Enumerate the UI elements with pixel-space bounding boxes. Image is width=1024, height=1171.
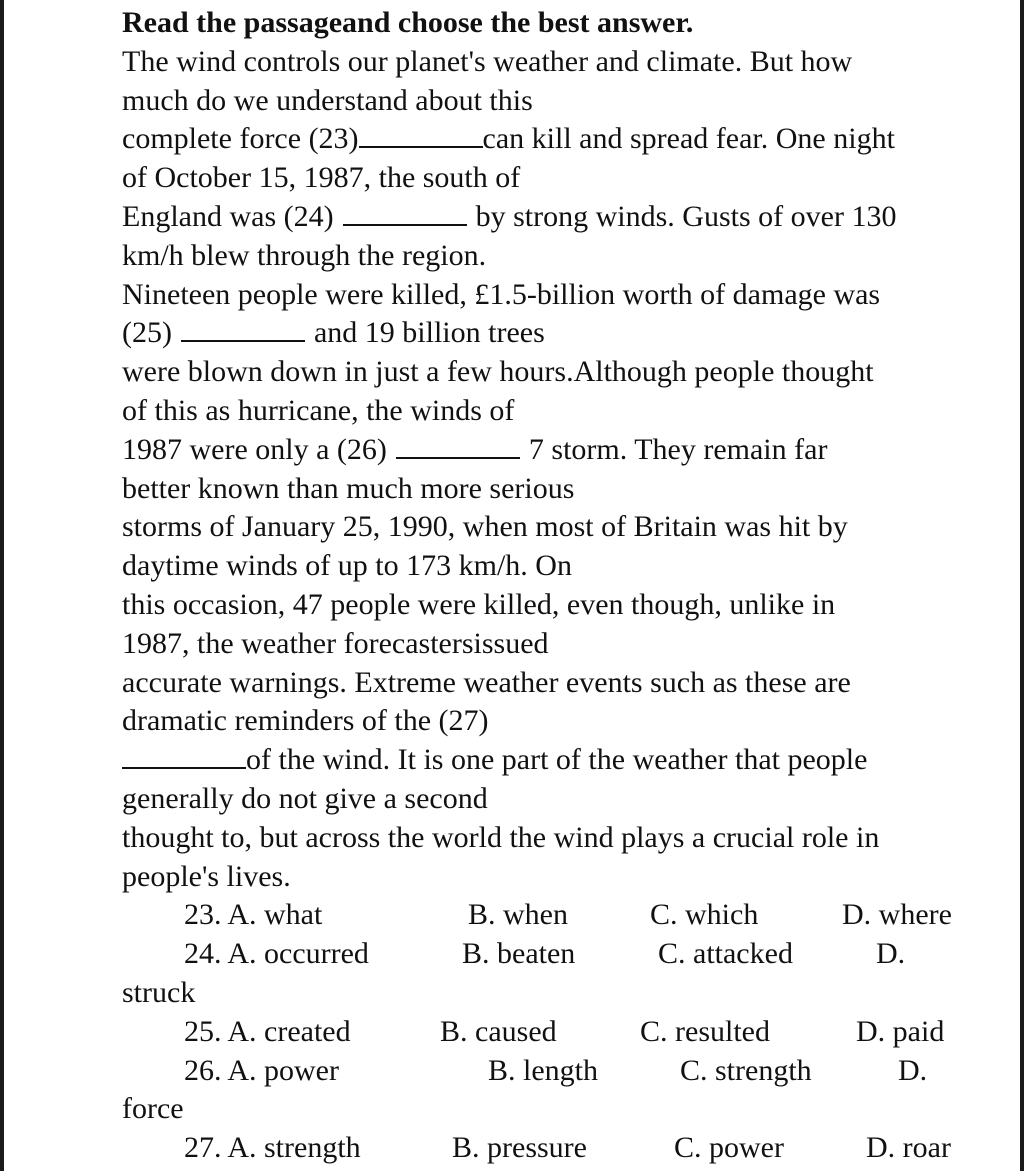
option-23c[interactable]: C. which (650, 898, 759, 932)
passage-line-13: storms of January 25, 1990, when most of Britain was hit by (122, 510, 848, 544)
option-27b[interactable]: B. pressure (452, 1131, 587, 1165)
option-23b[interactable]: B. when (468, 898, 568, 932)
passage-text: and 19 billion trees (313, 316, 545, 350)
passage-line-14: daytime winds of up to 173 km/h. On (122, 549, 572, 583)
option-25b[interactable]: B. caused (440, 1014, 557, 1048)
passage-line-15: this occasion, 47 people were killed, even though, unlike in (122, 587, 836, 621)
passage-line-5 (122, 198, 1002, 237)
question-27 (122, 1129, 1002, 1168)
passage-line-2: much do we understand about this (122, 83, 533, 117)
passage-line-19 (122, 741, 1002, 780)
passage-line-1: The wind controls our planet's weather and climate. But how (122, 44, 853, 78)
passage-text: England was (24) (122, 199, 334, 233)
option-27a[interactable]: 27. A. strength (184, 1131, 361, 1165)
option-25d[interactable]: D. paid (856, 1014, 945, 1048)
passage-line-3 (122, 120, 1002, 159)
option-23d[interactable]: D. where (842, 898, 952, 932)
option-26c[interactable]: C. strength (680, 1053, 812, 1087)
option-26b[interactable]: B. length (488, 1053, 598, 1087)
passage-line-20: generally do not give a second (122, 781, 488, 815)
option-26a[interactable]: 26. A. power (184, 1053, 339, 1087)
left-frame-border (0, 0, 4, 1171)
option-23a[interactable]: 23. A. what (184, 898, 323, 932)
blank-27 (122, 743, 246, 769)
option-25a[interactable]: 25. A. created (184, 1014, 351, 1048)
passage-line-11 (122, 431, 1002, 470)
passage-line-16: 1987, the weather forecastersissued (122, 626, 549, 660)
option-24a[interactable]: 24. A. occurred (184, 937, 369, 971)
blank-26 (396, 433, 520, 459)
question-26-wrap[interactable]: force (122, 1092, 184, 1126)
passage-text: (25) (122, 316, 172, 350)
question-26 (122, 1052, 1002, 1091)
blank-24 (343, 200, 467, 226)
option-24c[interactable]: C. attacked (658, 937, 793, 971)
passage-line-6: km/h blew through the region. (122, 238, 487, 272)
blank-23 (359, 122, 483, 148)
passage-text: 7 storm. They remain far (528, 432, 828, 466)
option-24d[interactable]: D. (876, 937, 906, 971)
right-frame-border (1020, 0, 1024, 1171)
question-24-wrap[interactable]: struck (122, 975, 196, 1009)
passage-text: can kill and spread fear. One night (482, 122, 895, 156)
passage-line-21: thought to, but across the world the wind plays a crucial role in (122, 820, 880, 854)
option-26d[interactable]: D. (898, 1053, 928, 1087)
passage-line-12: better known than much more serious (122, 471, 575, 505)
option-24b[interactable]: B. beaten (462, 937, 576, 971)
blank-25 (181, 316, 305, 342)
worksheet (122, 4, 1002, 1168)
passage-line-8 (122, 314, 1002, 353)
option-25c[interactable]: C. resulted (640, 1014, 770, 1048)
passage-line-10: of this as hurricane, the winds of (122, 393, 515, 427)
option-27c[interactable]: C. power (674, 1131, 784, 1165)
passage-text: 1987 were only a (26) (122, 432, 387, 466)
passage-text: by strong winds. Gusts of over 130 (475, 199, 897, 233)
question-24 (122, 935, 1002, 974)
passage-line-17: accurate warnings. Extreme weather events such as these are (122, 665, 851, 699)
passage-line-18: dramatic reminders of the (27) (122, 704, 489, 738)
option-27d[interactable]: D. roar (866, 1131, 951, 1165)
passage-line-22: people's lives. (122, 859, 291, 893)
passage-text: of the wind. It is one part of the weather that people (246, 743, 868, 777)
passage-line-7: Nineteen people were killed, £1.5-billion worth of damage was (122, 277, 881, 311)
passage-text: complete force (23) (122, 122, 359, 156)
worksheet-title: Read the passageand choose the best answer. (122, 6, 694, 39)
passage-line-4: of October 15, 1987, the south of (122, 161, 521, 195)
question-25 (122, 1013, 1002, 1052)
passage-line-9: were blown down in just a few hours.Although people thought (122, 355, 874, 389)
question-23 (122, 896, 1002, 935)
